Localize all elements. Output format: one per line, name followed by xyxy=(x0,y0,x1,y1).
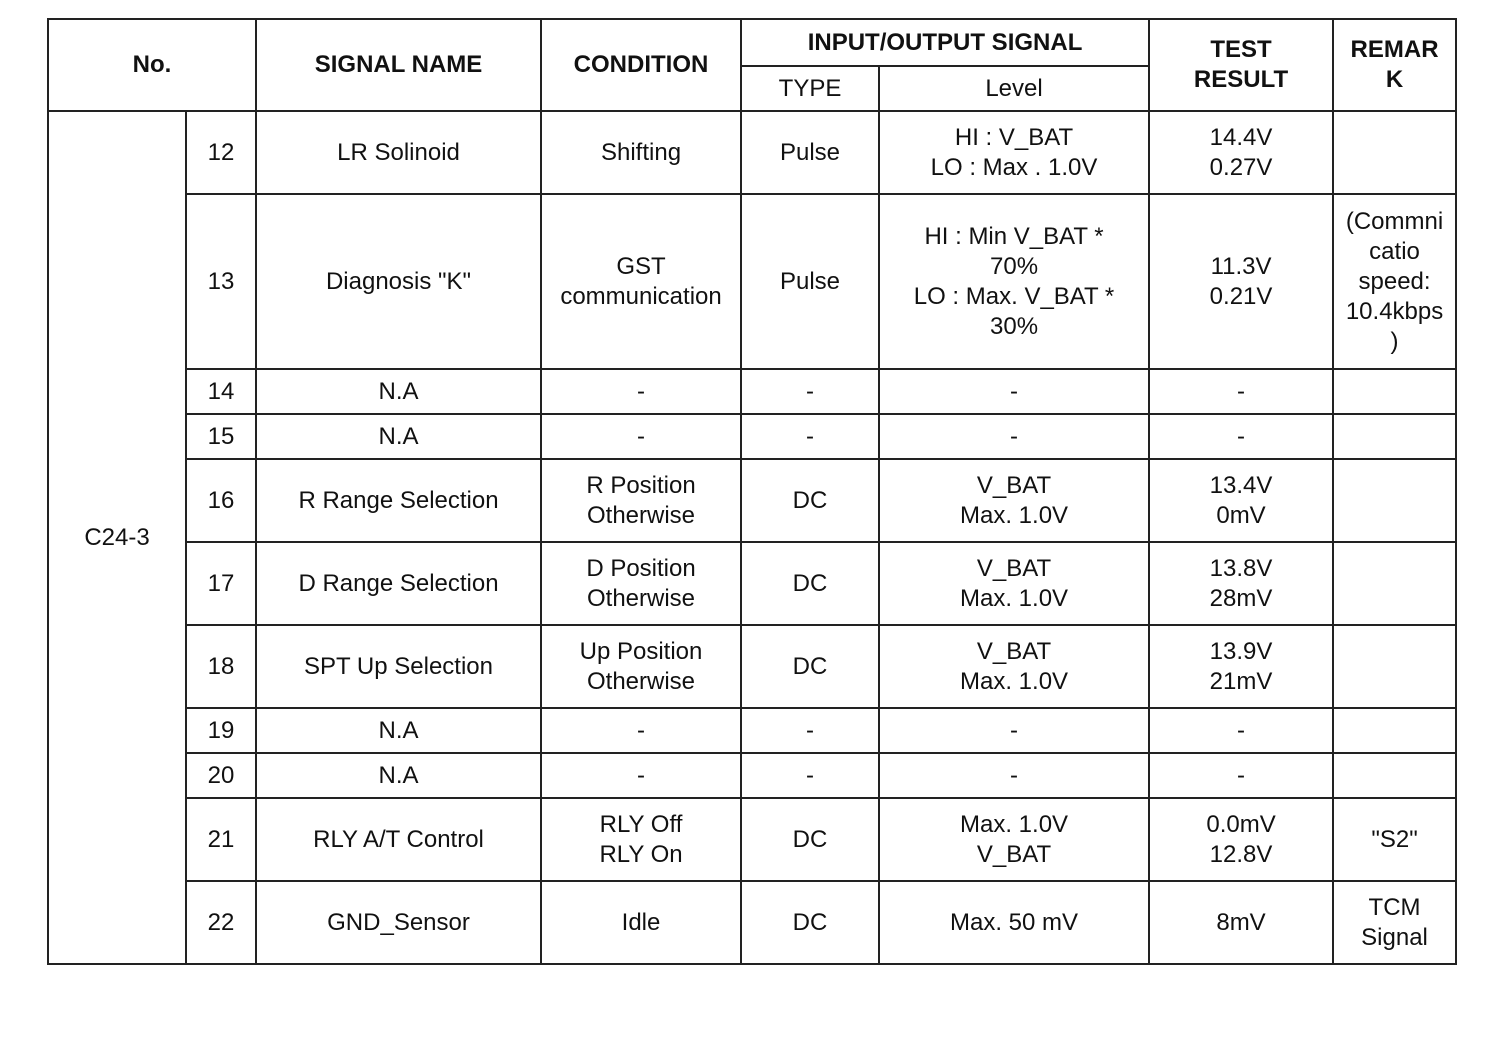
signal-name: GND_Sensor xyxy=(256,881,541,964)
signal-level: V_BAT Max. 1.0V xyxy=(879,459,1149,542)
test-result: - xyxy=(1149,369,1333,414)
signal-type: DC xyxy=(741,798,879,881)
condition: Up Position Otherwise xyxy=(541,625,741,708)
remark: (Commni catio speed: 10.4kbps ) xyxy=(1333,194,1456,369)
signal-level: - xyxy=(879,414,1149,459)
signal-name: N.A xyxy=(256,708,541,753)
table-row xyxy=(48,542,1456,625)
condition: - xyxy=(541,369,741,414)
test-result: 14.4V 0.27V xyxy=(1149,111,1333,194)
signal-name: LR Solinoid xyxy=(256,111,541,194)
pin-number: 15 xyxy=(186,414,256,459)
signal-type: DC xyxy=(741,542,879,625)
signal-level: - xyxy=(879,369,1149,414)
signal-level: HI : V_BAT LO : Max . 1.0V xyxy=(879,111,1149,194)
header-signal-name: SIGNAL NAME xyxy=(256,19,541,111)
pin-number: 12 xyxy=(186,111,256,194)
header-condition: CONDITION xyxy=(541,19,741,111)
pin-number: 14 xyxy=(186,369,256,414)
condition: - xyxy=(541,753,741,798)
remark xyxy=(1333,542,1456,625)
remark: TCM Signal xyxy=(1333,881,1456,964)
table-row xyxy=(48,753,1456,798)
test-result: 13.8V 28mV xyxy=(1149,542,1333,625)
signal-name: N.A xyxy=(256,369,541,414)
test-result: - xyxy=(1149,753,1333,798)
table-row xyxy=(48,708,1456,753)
test-result: 0.0mV 12.8V xyxy=(1149,798,1333,881)
signal-table xyxy=(47,18,1457,965)
test-result: 8mV xyxy=(1149,881,1333,964)
signal-level: V_BAT Max. 1.0V xyxy=(879,625,1149,708)
header-no: No. xyxy=(48,19,256,111)
signal-level: Max. 50 mV xyxy=(879,881,1149,964)
signal-name: Diagnosis "K" xyxy=(256,194,541,369)
signal-level: Max. 1.0V V_BAT xyxy=(879,798,1149,881)
remark xyxy=(1333,708,1456,753)
signal-type: Pulse xyxy=(741,194,879,369)
pin-number: 16 xyxy=(186,459,256,542)
signal-type: - xyxy=(741,414,879,459)
signal-level: - xyxy=(879,753,1149,798)
condition: - xyxy=(541,414,741,459)
table-row xyxy=(48,194,1456,369)
test-result: - xyxy=(1149,414,1333,459)
signal-level: HI : Min V_BAT * 70% LO : Max. V_BAT * 30% xyxy=(879,194,1149,369)
signal-name: N.A xyxy=(256,753,541,798)
remark xyxy=(1333,111,1456,194)
remark: "S2" xyxy=(1333,798,1456,881)
signal-type: Pulse xyxy=(741,111,879,194)
condition: - xyxy=(541,708,741,753)
table-row xyxy=(48,111,1456,194)
signal-type: DC xyxy=(741,881,879,964)
table-row xyxy=(48,798,1456,881)
pin-number: 13 xyxy=(186,194,256,369)
test-result: - xyxy=(1149,708,1333,753)
remark xyxy=(1333,459,1456,542)
condition: R Position Otherwise xyxy=(541,459,741,542)
signal-name: N.A xyxy=(256,414,541,459)
signal-type: - xyxy=(741,753,879,798)
pin-number: 18 xyxy=(186,625,256,708)
signal-name: D Range Selection xyxy=(256,542,541,625)
header-type: TYPE xyxy=(741,66,879,111)
signal-type: DC xyxy=(741,625,879,708)
test-result: 11.3V 0.21V xyxy=(1149,194,1333,369)
remark xyxy=(1333,625,1456,708)
pin-number: 17 xyxy=(186,542,256,625)
connector-id: C24-3 xyxy=(48,111,186,964)
table-row xyxy=(48,881,1456,964)
test-result: 13.4V 0mV xyxy=(1149,459,1333,542)
signal-name: SPT Up Selection xyxy=(256,625,541,708)
pin-number: 20 xyxy=(186,753,256,798)
signal-name: RLY A/T Control xyxy=(256,798,541,881)
pin-number: 21 xyxy=(186,798,256,881)
signal-type: - xyxy=(741,708,879,753)
header-test-result: TEST RESULT xyxy=(1149,19,1333,111)
header-level: Level xyxy=(879,66,1149,111)
signal-level: V_BAT Max. 1.0V xyxy=(879,542,1149,625)
remark xyxy=(1333,414,1456,459)
table-row xyxy=(48,625,1456,708)
table-row xyxy=(48,414,1456,459)
pin-number: 22 xyxy=(186,881,256,964)
remark xyxy=(1333,369,1456,414)
condition: D Position Otherwise xyxy=(541,542,741,625)
condition: GST communication xyxy=(541,194,741,369)
condition: Idle xyxy=(541,881,741,964)
condition: Shifting xyxy=(541,111,741,194)
signal-type: DC xyxy=(741,459,879,542)
header-io-signal: INPUT/OUTPUT SIGNAL xyxy=(741,19,1149,66)
remark xyxy=(1333,753,1456,798)
condition: RLY Off RLY On xyxy=(541,798,741,881)
test-result: 13.9V 21mV xyxy=(1149,625,1333,708)
pin-number: 19 xyxy=(186,708,256,753)
header-remark: REMAR K xyxy=(1333,19,1456,111)
table-row xyxy=(48,459,1456,542)
table-row xyxy=(48,369,1456,414)
signal-level: - xyxy=(879,708,1149,753)
signal-name: R Range Selection xyxy=(256,459,541,542)
signal-type: - xyxy=(741,369,879,414)
